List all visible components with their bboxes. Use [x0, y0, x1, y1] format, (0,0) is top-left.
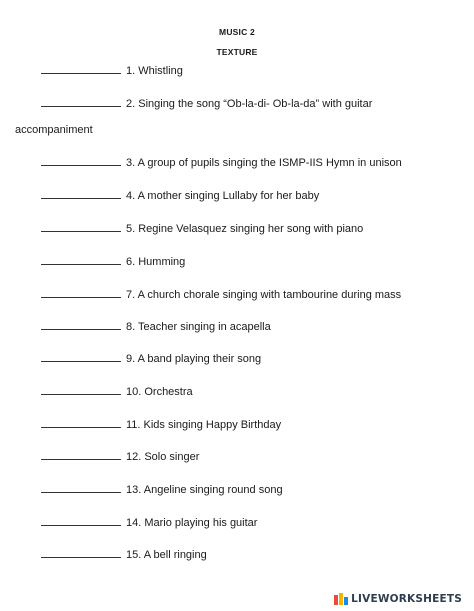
question-14	[41, 515, 462, 531]
liveworksheets-footer[interactable]	[334, 591, 462, 607]
question-3	[41, 155, 462, 171]
question-9	[41, 351, 462, 367]
answer-blank[interactable]	[41, 385, 121, 395]
question-11	[41, 417, 462, 433]
question-text: 15. A bell ringing	[126, 549, 207, 561]
question-text: 5. Regine Velasquez singing her song with piano	[126, 223, 364, 235]
question-text: 12. Solo singer	[126, 451, 200, 463]
answer-blank[interactable]	[41, 450, 121, 460]
question-text: 2. Singing the song “Ob-la-di- Ob-la-da” with guitar	[126, 98, 373, 110]
answer-blank[interactable]	[41, 483, 121, 493]
answer-blank[interactable]	[41, 255, 121, 265]
answer-blank[interactable]	[41, 516, 121, 526]
question-12	[41, 449, 462, 465]
question-5	[41, 221, 462, 237]
question-text: 4. A mother singing Lullaby for her baby	[126, 190, 320, 202]
question-6	[41, 254, 462, 270]
question-text: 6. Humming	[126, 256, 186, 268]
answer-blank[interactable]	[41, 352, 121, 362]
answer-blank[interactable]	[41, 320, 121, 330]
question-text: 9. A band playing their song	[126, 353, 262, 365]
liveworksheets-logo-icon	[334, 593, 348, 605]
question-text: 14. Mario playing his guitar	[126, 517, 258, 529]
question-text: 3. A group of pupils singing the ISMP-IIS Hymn in unison	[126, 157, 402, 169]
answer-blank[interactable]	[41, 189, 121, 199]
question-10	[41, 384, 462, 400]
worksheet-subtitle: TEXTURE	[216, 47, 258, 57]
question-text: 13. Angeline singing round song	[126, 484, 283, 496]
question-text: 8. Teacher singing in acapella	[126, 321, 271, 333]
question-4	[41, 188, 462, 204]
answer-blank[interactable]	[41, 222, 121, 232]
question-13	[41, 482, 462, 498]
question-text-continuation: accompaniment	[15, 124, 93, 136]
question-text: 1. Whistling	[126, 65, 183, 77]
question-1	[41, 63, 462, 79]
answer-blank[interactable]	[41, 156, 121, 166]
answer-blank[interactable]	[41, 97, 121, 107]
question-8	[41, 319, 462, 335]
answer-blank[interactable]	[41, 64, 121, 74]
brand-label: LIVEWORKSHEETS	[351, 593, 462, 605]
question-text: 10. Orchestra	[126, 386, 193, 398]
worksheet-title: MUSIC 2	[219, 27, 255, 37]
question-2	[41, 96, 462, 112]
question-7	[41, 287, 462, 303]
answer-blank[interactable]	[41, 418, 121, 428]
answer-blank[interactable]	[41, 288, 121, 298]
question-text: 11. Kids singing Happy Birthday	[126, 419, 282, 431]
answer-blank[interactable]	[41, 548, 121, 558]
question-text: 7. A church chorale singing with tambourine during mass	[126, 289, 402, 301]
question-15	[41, 547, 462, 563]
